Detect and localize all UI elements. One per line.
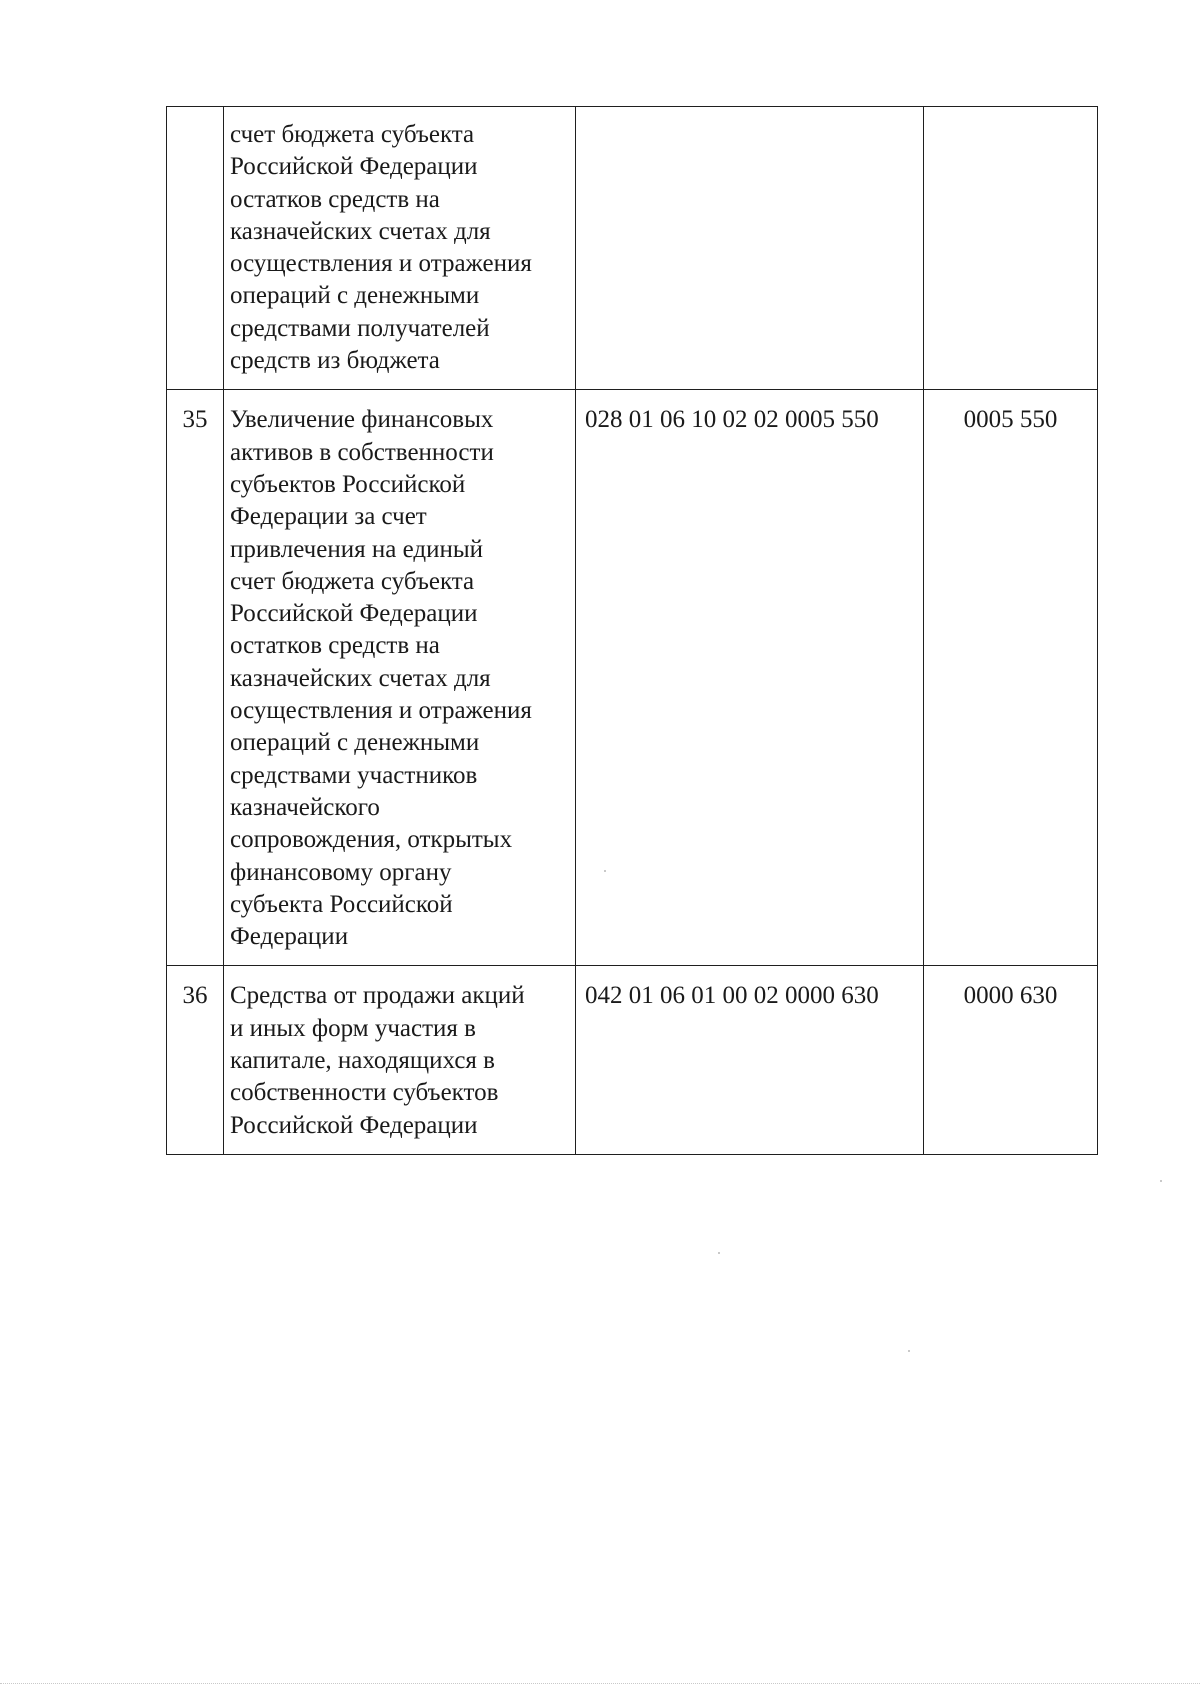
short-code-cell (924, 107, 1098, 390)
description-line: осуществления и отражения (230, 250, 532, 278)
budget-classification-table (166, 106, 1098, 1155)
classification-code-cell: 028 01 06 10 02 02 0005 550 (576, 390, 924, 966)
description-line: счет бюджета субъекта (230, 567, 475, 595)
short-code-cell: 0000 630 (924, 966, 1098, 1154)
description-line: средствами участников (230, 761, 478, 789)
description-cell (224, 107, 576, 390)
table-body (167, 107, 1098, 1155)
row-number-cell (167, 107, 224, 390)
row-number-cell: 35 (167, 390, 224, 966)
description-line: казначейских счетах для (230, 664, 491, 692)
table-row (167, 390, 1098, 966)
description-line: Федерации (230, 923, 349, 951)
description-line: сопровождения, открытых (230, 826, 513, 854)
description-line: Федерации за счет (230, 503, 427, 531)
table-row (167, 966, 1098, 1154)
description-line: Российской Федерации (230, 153, 478, 181)
short-code-cell: 0005 550 (924, 390, 1098, 966)
description-line: средствами получателей (230, 314, 490, 342)
description-line: Средства от продажи акций (230, 982, 525, 1010)
description-line: собственности субъектов (230, 1079, 499, 1107)
description-line: казначейских счетах для (230, 217, 491, 245)
classification-code-cell (576, 107, 924, 390)
description-line: привлечения на единый (230, 535, 484, 563)
scan-speck (718, 1252, 720, 1254)
description-cell (224, 966, 576, 1154)
description-line: средств из бюджета (230, 347, 440, 375)
description-line: субъекта Российской (230, 890, 453, 918)
description-line: осуществления и отражения (230, 697, 532, 725)
description-line: и иных форм участия в (230, 1014, 476, 1042)
scan-speck (908, 1350, 910, 1352)
description-line: Увеличение финансовых (230, 406, 494, 434)
description-line: Российской Федерации (230, 600, 478, 628)
description-line: субъектов Российской (230, 470, 466, 498)
description-line: операций с денежными (230, 282, 480, 310)
description-cell (224, 390, 576, 966)
description-line: Российской Федерации (230, 1111, 478, 1139)
description-line: активов в собственности (230, 438, 494, 466)
description-line: остатков средств на (230, 632, 440, 660)
row-number-cell: 36 (167, 966, 224, 1154)
description-line: остатков средств на (230, 185, 440, 213)
scan-edge-line (0, 1683, 1200, 1684)
description-line: капитале, находящихся в (230, 1047, 495, 1075)
description-line: операций с денежными (230, 729, 480, 757)
scan-speck (1160, 1180, 1162, 1182)
description-line: казначейского (230, 793, 380, 821)
table-row-continued (167, 107, 1098, 390)
description-line: счет бюджета субъекта (230, 121, 475, 148)
classification-code-cell: 042 01 06 01 00 02 0000 630 (576, 966, 924, 1154)
description-line: финансовому органу (230, 858, 452, 886)
scan-speck (604, 870, 606, 872)
